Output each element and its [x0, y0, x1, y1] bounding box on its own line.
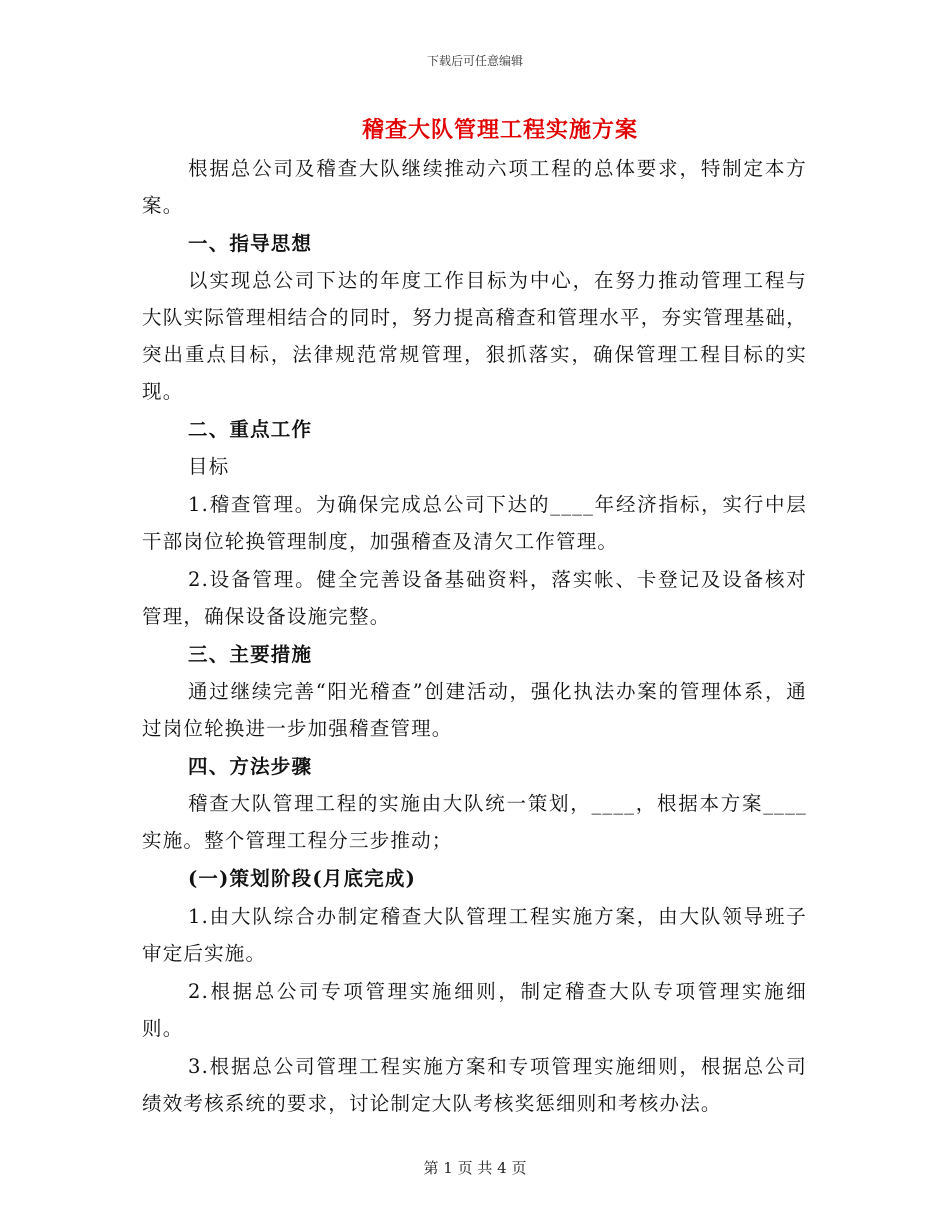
key-work-target-label: 目标	[188, 455, 230, 478]
key-work-item-1: 1.稽查管理。为确保完成总公司下达的____年经济指标，实行中层干部岗位轮换管理制度，加强稽查及清欠工作管理。	[142, 493, 807, 553]
document-body	[142, 150, 807, 1122]
guiding-ideology-paragraph: 以实现总公司下达的年度工作目标为中心，在努力推动管理工程与大队实际管理相结合的同时，努力提高稽查和管理水平，夯实管理基础，突出重点目标，法律规范常规管理，狠抓落实，确保管理工程目标的实现。	[142, 269, 807, 403]
key-work-item-2: 2.设备管理。健全完善设备基础资料，落实帐、卡登记及设备核对管理，确保设备设施完整。	[142, 568, 807, 628]
section-heading-main-measures: 三、主要措施	[188, 643, 313, 666]
document-title: 稽查大队管理工程实施方案	[361, 117, 638, 143]
planning-item-1: 1.由大队综合办制定稽查大队管理工程实施方案，由大队领导班子审定后实施。	[142, 905, 807, 965]
intro-paragraph: 根据总公司及稽查大队继续推动六项工程的总体要求，特制定本方案。	[142, 157, 807, 217]
section-heading-guiding-ideology: 一、指导思想	[188, 232, 313, 255]
main-measures-paragraph: 通过继续完善“阳光稽查”创建活动，强化执法办案的管理体系，通过岗位轮换进一步加强稽查管理。	[142, 680, 807, 740]
header-note: 下载后可任意编辑	[426, 54, 523, 68]
page-footer: 第 1 页 共 4 页	[423, 1159, 527, 1177]
method-steps-paragraph: 稽查大队管理工程的实施由大队统一策划，____，根据本方案____实施。整个管理工程分三步推动；	[142, 792, 807, 852]
section-heading-key-work: 二、重点工作	[188, 418, 313, 441]
subsection-heading-planning-phase: (一)策划阶段(月底完成)	[188, 867, 417, 890]
planning-item-2: 2.根据总公司专项管理实施细则，制定稽查大队专项管理实施细则。	[142, 980, 807, 1040]
planning-item-3: 3.根据总公司管理工程实施方案和专项管理实施细则，根据总公司绩效考核系统的要求，讨论制定大队考核奖惩细则和考核办法。	[142, 1055, 807, 1115]
section-heading-method-steps: 四、方法步骤	[188, 755, 313, 778]
